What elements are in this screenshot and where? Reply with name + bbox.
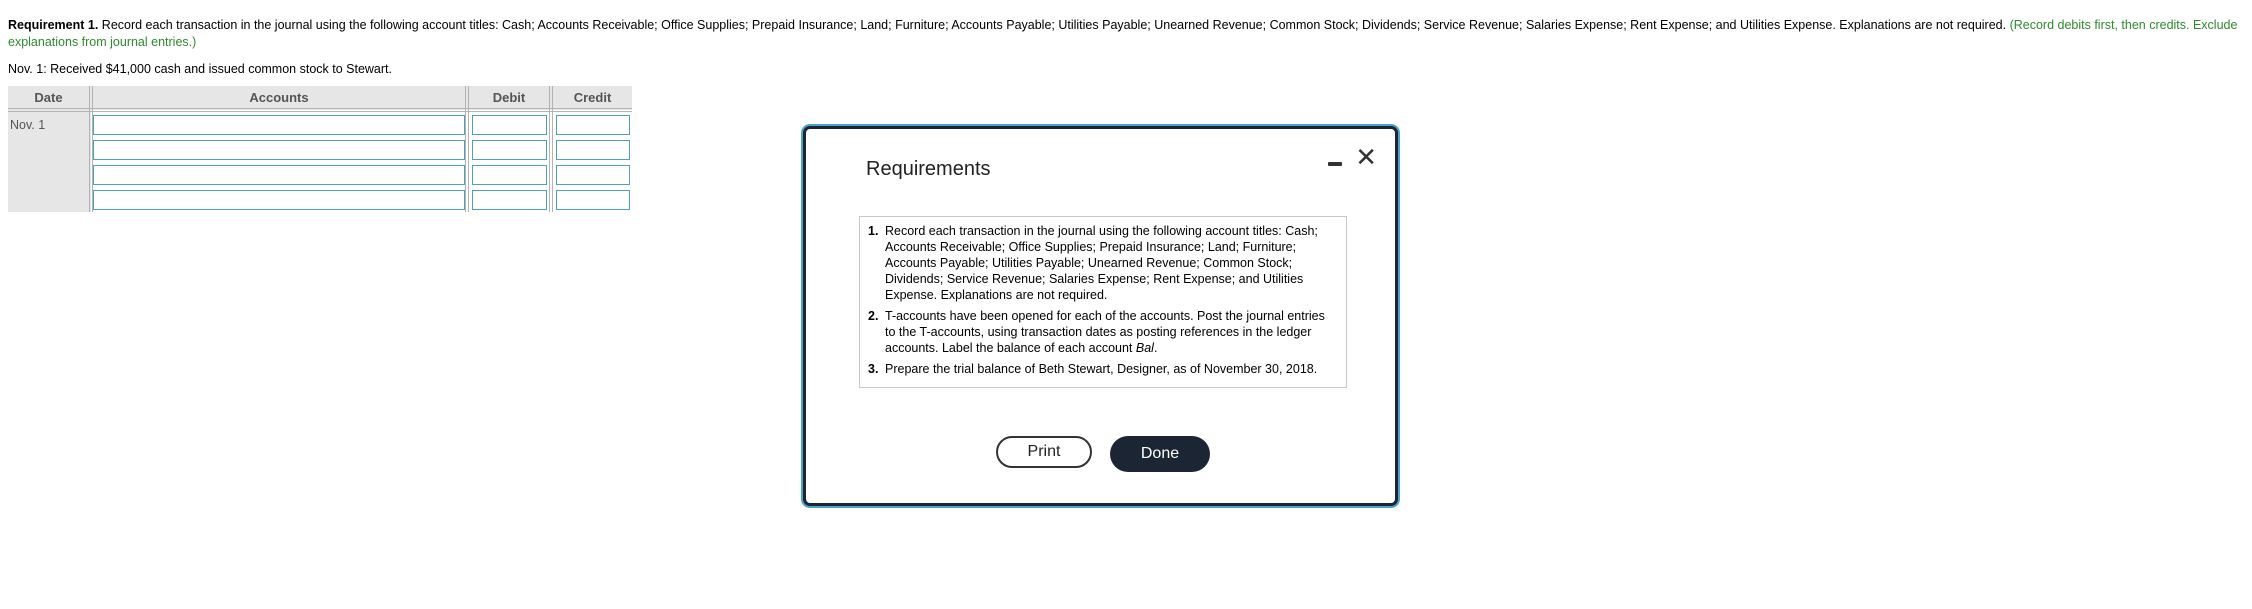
journal-row bbox=[8, 137, 632, 162]
debit-input[interactable] bbox=[472, 140, 547, 160]
journal-row bbox=[8, 187, 632, 212]
minimize-icon[interactable] bbox=[1327, 154, 1343, 170]
credit-input[interactable] bbox=[556, 165, 630, 185]
account-input[interactable] bbox=[93, 190, 465, 210]
requirements-modal bbox=[803, 126, 1398, 506]
requirement-item-italic: Bal bbox=[1135, 341, 1154, 355]
debit-input[interactable] bbox=[472, 190, 547, 210]
account-input[interactable] bbox=[93, 140, 465, 160]
journal-row bbox=[8, 162, 632, 187]
transaction-description: Nov. 1: Received $41,000 cash and issued common stock to Stewart. bbox=[8, 62, 392, 76]
modal-title: Requirements bbox=[866, 158, 991, 180]
requirement-item bbox=[868, 361, 1338, 377]
journal-table bbox=[8, 86, 632, 212]
requirements-list-box bbox=[859, 216, 1347, 388]
accounts-header: Accounts bbox=[91, 86, 467, 110]
date-header: Date bbox=[8, 86, 91, 110]
requirement-instructions bbox=[8, 17, 2244, 51]
requirement-item-text: T-accounts have been opened for each of the accounts. Post the journal entries to the T-accounts, using transaction dates as posting references in the ledger accounts. Label the balance of each account bbox=[885, 309, 1325, 355]
requirement-item-text: Record each transaction in the journal using the following account titles: Cash; Accounts Receivable; Office Supplies; Prepaid Insurance; Land; Furniture; Accounts Payable; Utilities Payable; Unearned Revenue; Common Stock; Dividends; Service Revenue; Salaries Expense; Rent Expense; and Utilities Expense. Explanations are not required. bbox=[885, 224, 1318, 302]
requirement-label: Requirement 1. bbox=[8, 18, 99, 32]
requirement-item-text: Prepare the trial balance of Beth Stewart, Designer, as of November 30, 2018. bbox=[885, 362, 1318, 376]
credit-input[interactable] bbox=[556, 115, 630, 135]
requirement-item bbox=[868, 308, 1338, 356]
requirement-item-tail: . bbox=[1153, 341, 1158, 355]
credit-header: Credit bbox=[551, 86, 632, 110]
requirement-text: Record each transaction in the journal using the following account titles: Cash; Accounts Receivable; Office Supplies; Prepaid Insurance; Land; Furniture; Accounts Payable; Utilities Payable; Unearned Revenue; Common Stock; Dividends; Service Revenue; Salaries Expense; Rent Expense; and Utilities Expense. Explanations are not required. bbox=[98, 18, 2010, 32]
credit-input[interactable] bbox=[556, 140, 630, 160]
done-button[interactable]: Done bbox=[1110, 436, 1210, 472]
debit-input[interactable] bbox=[472, 115, 547, 135]
credit-input[interactable] bbox=[556, 190, 630, 210]
journal-header-row bbox=[8, 86, 632, 110]
account-input[interactable] bbox=[93, 165, 465, 185]
account-input[interactable] bbox=[93, 115, 465, 135]
requirement-number: 3. bbox=[868, 362, 879, 376]
date-cell: Nov. 1 bbox=[8, 110, 91, 212]
debit-header: Debit bbox=[467, 86, 551, 110]
print-button[interactable]: Print bbox=[996, 436, 1092, 468]
journal-row bbox=[8, 110, 632, 137]
close-icon[interactable]: ✕ bbox=[1355, 142, 1377, 172]
requirement-number: 1. bbox=[868, 224, 879, 238]
requirement-hint: (Record debits first, then credits. Exclude explanations from journal entries.) bbox=[8, 18, 2238, 49]
debit-input[interactable] bbox=[472, 165, 547, 185]
requirement-item bbox=[868, 223, 1338, 303]
requirement-number: 2. bbox=[868, 309, 879, 323]
